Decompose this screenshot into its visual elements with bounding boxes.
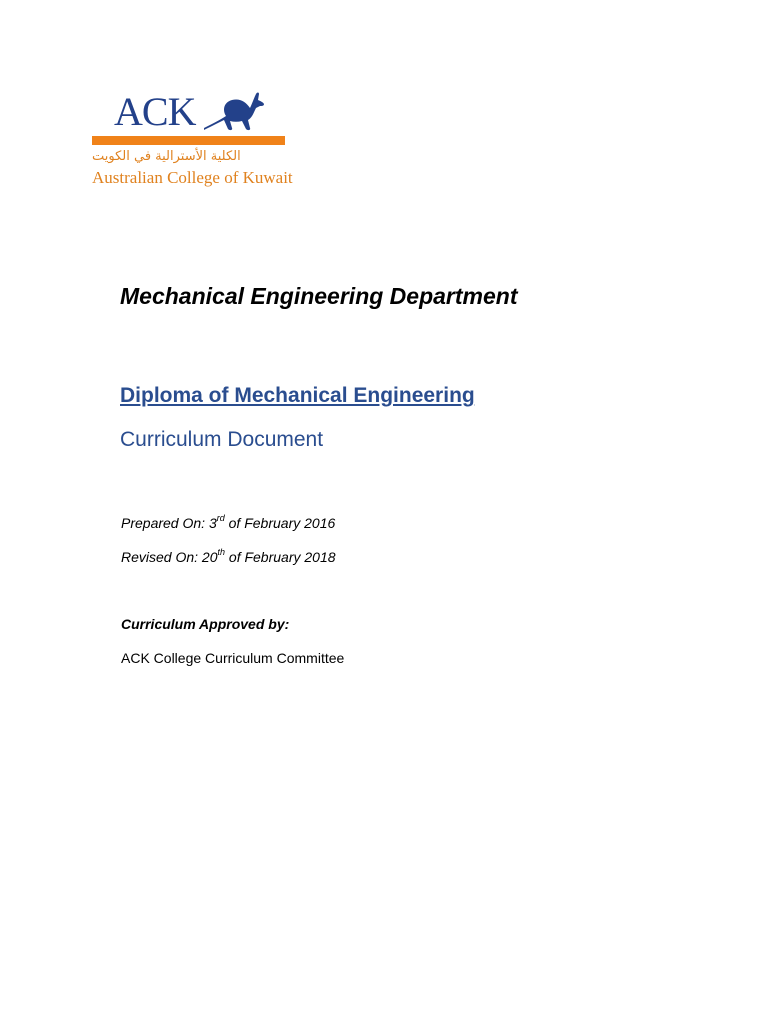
document-type: Curriculum Document <box>120 428 324 451</box>
revised-date: Revised On: 20th of February 2018 <box>121 547 336 565</box>
department-title: Mechanical Engineering Department <box>120 283 518 309</box>
approval-label: Curriculum Approved by: <box>121 616 290 632</box>
logo-arabic-name: الكلية الأسترالية في الكويت <box>92 149 241 164</box>
logo-orange-bar <box>92 136 285 145</box>
ack-logo <box>90 89 293 192</box>
prepared-date: Prepared On: 3rd of February 2016 <box>121 513 336 531</box>
logo-abbreviation: ACK <box>114 89 196 134</box>
kangaroo-icon <box>202 90 266 134</box>
program-title: Diploma of Mechanical Engineering <box>120 384 475 407</box>
approver-name: ACK College Curriculum Committee <box>121 650 345 666</box>
logo-english-name: Australian College of Kuwait <box>92 168 293 187</box>
